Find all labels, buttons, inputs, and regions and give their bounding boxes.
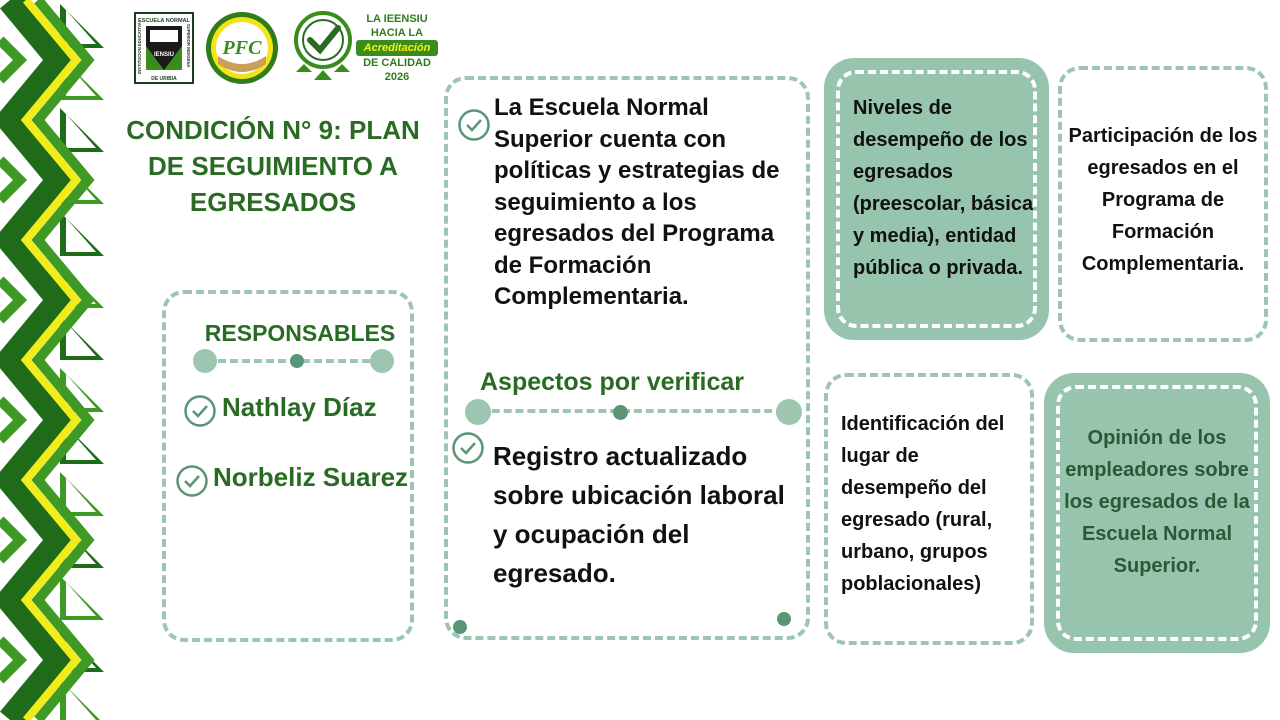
aspect-item: Registro actualizado sobre ubicación laboral y ocupación del egresado.	[493, 441, 785, 588]
school-logo-vertical-left: INSTITUCION EDUCATIVA	[137, 22, 142, 74]
policy-statement: La Escuela Normal Superior cuenta con políticas y estrategias de seguimiento a los egresados del Programa de Formación Complementaria.	[494, 94, 780, 310]
school-logo-center: IENSIU	[153, 52, 175, 58]
school-logo	[134, 12, 194, 84]
card-participacion-text: Participación de los egresados en el Programa de Formación Complementaria.	[1068, 125, 1258, 275]
divider-dot-center	[290, 354, 304, 368]
pfc-logo-text: PFC	[222, 37, 262, 59]
card-identificacion-text: Identificación del lugar de desempeño del egresado (rural, urbano, grupos poblacionales)	[841, 413, 1005, 595]
accreditation-logo-icon	[290, 10, 356, 84]
school-logo-line3: DE URIBIA	[151, 76, 177, 82]
check-circle-icon	[451, 431, 485, 465]
divider-dot-left	[193, 349, 217, 373]
card-niveles-text: Niveles de desempeño de los egresados (preescolar, básica y media), entidad pública o privada.	[853, 97, 1034, 279]
responsable-name: Norbeliz Suarez	[213, 462, 409, 492]
corner-dot-right	[777, 612, 791, 626]
check-circle-icon	[175, 464, 209, 498]
accreditation-logo-text	[356, 12, 438, 84]
check-circle-icon	[457, 108, 491, 142]
school-logo-line1: ESCUELA NORMAL	[138, 18, 190, 24]
responsables-heading: RESPONSABLES	[204, 320, 396, 346]
decorative-stripe-border	[0, 0, 120, 720]
accreditation-bottom: DE CALIDAD 2026	[363, 57, 431, 83]
check-circle-icon	[183, 394, 217, 428]
page-title: CONDICIÓN N° 9: PLAN DE SEGUIMIENTO A EGRESADOS	[126, 115, 420, 217]
divider-dot-right	[776, 399, 802, 425]
card-opinion-text: Opinión de los empleadores sobre los egresados de la Escuela Normal Superior.	[1064, 427, 1250, 577]
divider-dot-right	[370, 349, 394, 373]
accreditation-highlight: Acreditación	[356, 40, 438, 56]
pfc-logo	[204, 10, 280, 86]
corner-dot-left	[453, 620, 467, 634]
responsable-name: Nathlay Díaz	[222, 392, 377, 422]
divider-dot-center	[613, 405, 628, 420]
divider-dot-left	[465, 399, 491, 425]
aspects-heading: Aspectos por verificar	[480, 368, 744, 396]
school-logo-line2: SUPERIOR INDIGENA	[186, 24, 191, 68]
accreditation-top: LA IEENSIU HACIA LA	[366, 13, 428, 39]
aspects-divider	[480, 409, 784, 413]
